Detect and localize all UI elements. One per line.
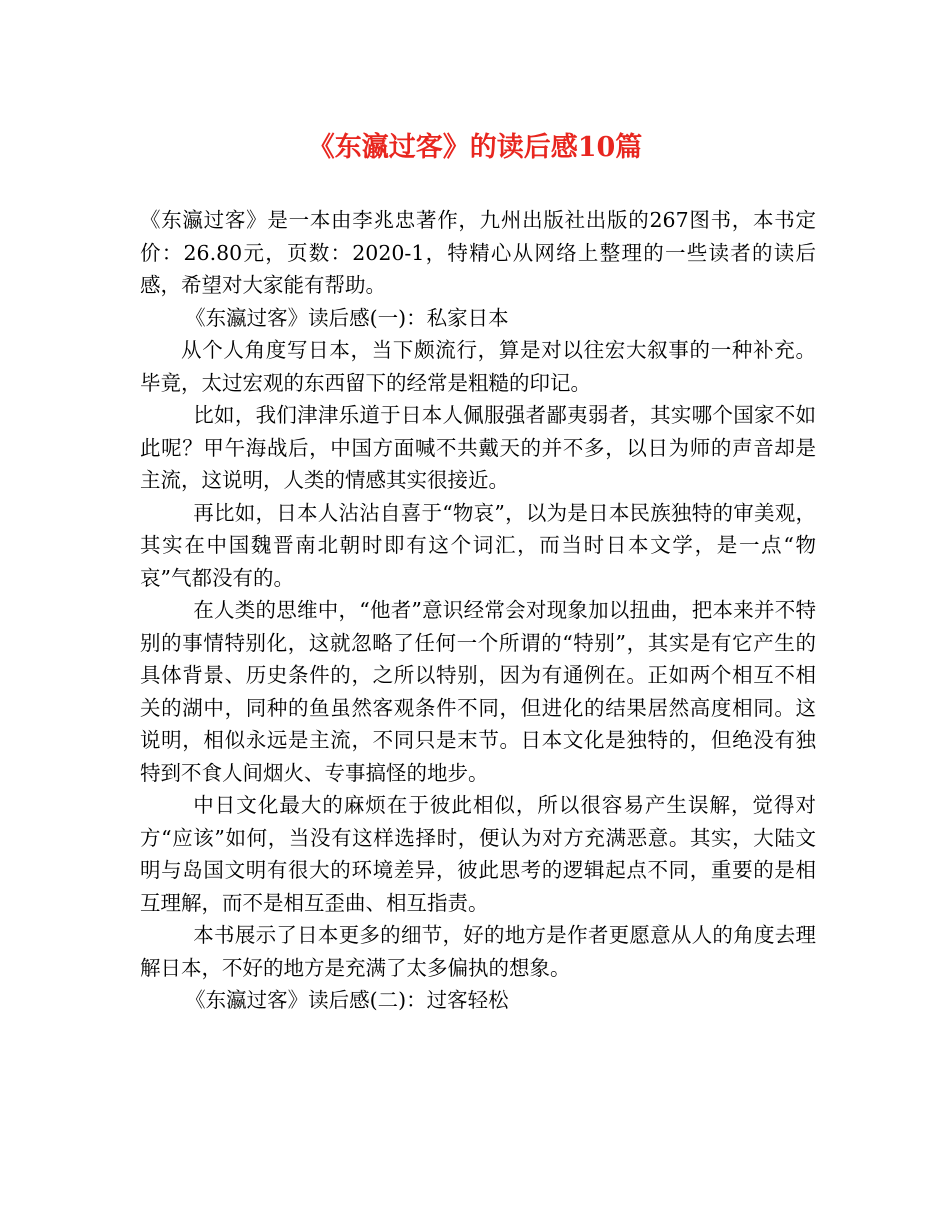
section-heading-2: 《东瀛过客》读后感(二)：过客轻松: [185, 988, 509, 1012]
document-body: [140, 204, 816, 1017]
intro-paragraph: 《东瀛过客》是一本由李兆忠著作，九州出版社出版的267图书，本书定价：26.80元，页数：2020-1，特精心从网络上整理的一些读者的读后感，希望对大家能有帮助。: [140, 208, 816, 297]
body-paragraph-6: 本书展示了日本更多的细节，好的地方是作者更愿意从人的角度去理解日本，不好的地方是充满了太多偏执的想象。: [140, 923, 816, 980]
body-paragraph-1: 从个人角度写日本，当下颇流行，算是对以往宏大叙事的一种补充。毕竟，太过宏观的东西留下的经常是粗糙的印记。: [140, 338, 816, 395]
body-paragraph-4: 在人类的思维中，“他者”意识经常会对现象加以扭曲，把本来并不特别的事情特别化，这就忽略了任何一个所谓的“特别”，其实是有它产生的具体背景、历史条件的，之所以特别，因为有通例在。正如两个相互不相关的湖中，同种的鱼虽然客观条件不同，但进化的结果居然高度相同。这说明，相似永远是主流，不同只是末节。日本文化是独特的，但绝没有独特到不食人间烟火、专事搞怪的地步。: [140, 598, 816, 785]
body-paragraph-2: 比如，我们津津乐道于日本人佩服强者鄙夷弱者，其实哪个国家不如此呢？甲午海战后，中国方面喊不共戴天的并不多，以日为师的声音却是主流，这说明，人类的情感其实很接近。: [140, 403, 816, 492]
document-title: 《东瀛过客》的读后感10篇: [307, 132, 643, 163]
body-paragraph-3: 再比如，日本人沾沾自喜于“物哀”，以为是日本民族独特的审美观，其实在中国魏晋南北朝时即有这个词汇，而当时日本文学，是一点“物哀”气都没有的。: [140, 500, 816, 590]
body-paragraph-5: 中日文化最大的麻烦在于彼此相似，所以很容易产生误解，觉得对方“应该”如何，当没有这样选择时，便认为对方充满恶意。其实，大陆文明与岛国文明有很大的环境差异，彼此思考的逻辑起点不同，重要的是相互理解，而不是相互歪曲、相互指责。: [140, 793, 816, 915]
section-heading-1: 《东瀛过客》读后感(一)：私家日本: [185, 305, 509, 330]
